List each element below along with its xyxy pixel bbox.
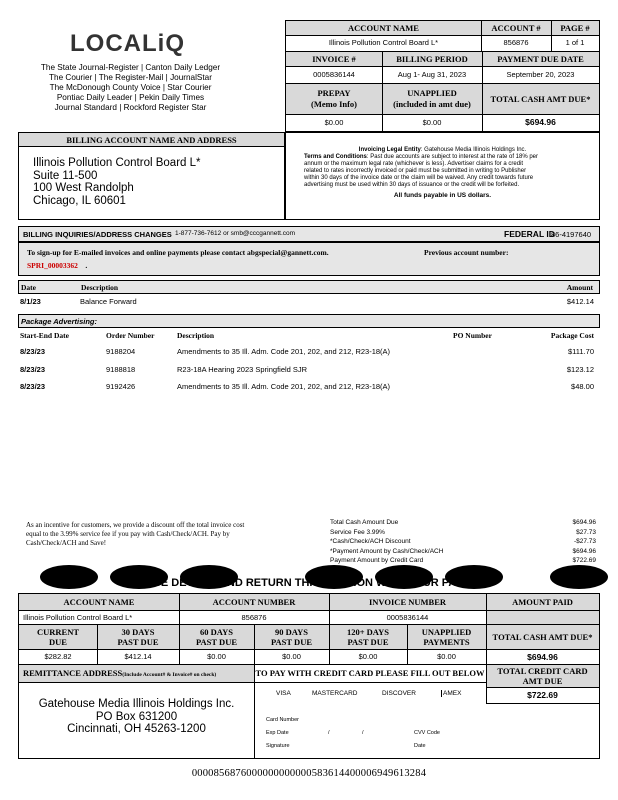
signup-row [18, 242, 600, 276]
legal-section [285, 132, 600, 220]
inquiries-contact: 1-877-736-7612 or smb@cccgannett.com [175, 230, 296, 237]
aging-label-line: CURRENT [36, 627, 80, 637]
package-section-label: Package Advertising: [21, 317, 97, 326]
aging-value: $412.14 [124, 652, 152, 661]
publication-line: Pontiac Daily Leader | Pekin Daily Times [56, 93, 205, 102]
publication-line: Journal Standard | Rockford Register Star [54, 103, 207, 112]
grid-line [19, 682, 486, 683]
card-fields [266, 714, 486, 753]
exp-date-field[interactable]: Exp Date [266, 730, 289, 736]
publication-line: The State Journal-Register | Canton Daily Ledger [40, 63, 221, 72]
aging-label-line: 120+ DAYS [346, 627, 390, 637]
remit-address-line: Cincinnati, OH 45263-1200 [67, 723, 206, 735]
signup-code-value: SPRI_00003362 [27, 261, 78, 270]
aging-label-line: PAST DUE [270, 637, 312, 647]
payment-due-label: PAYMENT DUE DATE [482, 52, 599, 66]
grid-line [382, 51, 383, 131]
col-po-number: PO Number [453, 331, 492, 340]
account-num-label: ACCOUNT # [481, 21, 551, 35]
prepay-label [286, 84, 382, 114]
grid-line [481, 21, 482, 51]
signature-field[interactable]: Signature [266, 743, 290, 749]
remit-address [19, 698, 254, 736]
publication-line: The McDonough County Voice | Star Courier [49, 83, 212, 92]
aging-label-current [19, 625, 97, 649]
legal-entity-label: Invoicing Legal Entity [358, 147, 421, 153]
signature-row [266, 740, 486, 753]
balance-date: 8/1/23 [20, 297, 41, 306]
scanline: 0000856876000000000000583614400006949613284 [191, 768, 427, 779]
inquiries-row [18, 226, 600, 242]
row-cost: $48.00 [571, 382, 594, 391]
billing-address-line: 100 West Randolph [33, 182, 134, 194]
grid-line [19, 664, 599, 665]
signup-code [27, 261, 87, 270]
redaction-mark [110, 565, 168, 589]
prepay-label-line: (Memo Info) [310, 99, 358, 109]
incentive-line: As an incentive for customers, we provide a discount off the total invoice cost [26, 521, 245, 529]
summary-label: Service Fee 3.99% [330, 528, 385, 536]
grid-line [486, 594, 487, 703]
row-desc: Amendments to 35 Ill. Adm. Code 201, 202, and 212, R23-18(A) [177, 382, 391, 391]
total-credit-label-line: TOTAL CREDIT CARD [497, 666, 588, 676]
unapplied-value: $0.00 [422, 118, 442, 127]
terms-line: advertising must be used within 30 days of issuance or the credit will be forfeited. [304, 182, 520, 188]
card-option-visa[interactable]: VISA [276, 690, 291, 697]
remittance-label: REMITTANCE ADDRESS [23, 668, 123, 678]
remit-invoice-number: 0005836144 [386, 613, 429, 622]
balance-row [18, 296, 600, 310]
page-value: 1 of 1 [565, 38, 585, 47]
grid-line [286, 83, 599, 84]
aging-label-line: 60 DAYS [200, 627, 233, 637]
billing-address-line: Illinois Pollution Control Board L* [33, 157, 201, 169]
row-desc: R23-18A Hearing 2023 Springfield SJR [177, 365, 308, 374]
aging-label-60 [179, 625, 254, 649]
total-credit-label [486, 665, 599, 687]
col-start-end-date: Start-End Date [20, 331, 69, 340]
billing-address-line: Chicago, IL 60601 [33, 194, 126, 207]
total-cash-value: $694.96 [525, 117, 556, 127]
terms-line: annum or the maximum legal rate (whichever is less). Advertiser claims for a credit [304, 161, 524, 167]
signup-text: To sign-up for E-mailed invoices and online payments please contact abgspecial@gannett.com. [27, 248, 329, 257]
exp-date-row [266, 727, 486, 740]
grid-line [286, 51, 599, 52]
prepay-label-line: PREPAY [317, 88, 351, 98]
terms-text: : Past due accounts are subject to interest at the rate of 18% per [366, 154, 539, 160]
package-row [18, 382, 600, 395]
legal-terms [304, 154, 594, 189]
aging-value: $282.82 [44, 652, 72, 661]
brand-logo: LOCALiQ [70, 30, 185, 57]
balance-date-label: Date [21, 283, 36, 292]
aging-label-line: 90 DAYS [275, 627, 308, 637]
row-cost: $111.70 [568, 347, 594, 356]
account-num-value: 856876 [503, 38, 529, 47]
grid-line [19, 610, 599, 611]
grid-line [19, 649, 599, 650]
summary-label: *Cash/Check/ACH Discount [330, 538, 411, 545]
inquiries-label: BILLING INQUIRIES/ADDRESS CHANGES [23, 230, 172, 239]
aging-value: $0.00 [207, 652, 226, 661]
grid-line [286, 114, 599, 115]
incentive-line: Cash/Check/ACH and Save! [26, 539, 107, 547]
grid-line [286, 35, 599, 36]
invoice-value: 0005836144 [313, 70, 355, 79]
grid-line [329, 594, 330, 664]
amount-paid-field[interactable] [486, 610, 599, 625]
grid-line [179, 624, 180, 664]
balance-desc-label: Description [81, 283, 119, 292]
aging-value: $0.00 [358, 652, 378, 661]
row-date: 8/23/23 [20, 382, 46, 391]
previous-account-label: Previous account number: [424, 248, 509, 257]
grid-line [407, 624, 408, 664]
federal-id-label: FEDERAL ID [504, 229, 555, 239]
aging-value: $0.00 [437, 652, 456, 661]
summary-value: $27.73 [576, 528, 596, 536]
summary-value: $694.96 [572, 519, 596, 526]
remit-account-number: 856876 [241, 613, 267, 622]
card-option-amex[interactable]: AMEX [443, 690, 462, 697]
summary-label: Total Cash Amount Due [330, 519, 399, 526]
legal-entity [286, 147, 599, 154]
aging-value: $0.00 [282, 652, 301, 661]
grid-line [286, 66, 599, 67]
detach-banner: RETURN THIS [245, 577, 320, 589]
total-credit-label-line: AMT DUE [522, 676, 563, 686]
row-order: 9188204 [106, 347, 136, 356]
card-option-mastercard[interactable]: MASTERCARD [312, 690, 358, 697]
aging-label-line: 30 DAYS [121, 627, 155, 637]
billing-label: BILLING ACCOUNT NAME AND ADDRESS [19, 133, 284, 147]
remit-total-cash: $694.96 [527, 652, 558, 662]
payment-due-value: September 20, 2023 [506, 70, 575, 79]
row-date: 8/23/23 [20, 347, 46, 356]
publications-list [18, 63, 243, 113]
balance-amount: $412.14 [566, 297, 594, 306]
exp-slash: / [362, 730, 364, 736]
summary-values [530, 518, 596, 566]
redaction-mark [445, 565, 503, 589]
incentive-text [26, 521, 296, 548]
billing-period-label: BILLING PERIOD [382, 52, 482, 66]
package-row [18, 347, 600, 360]
account-name-label: ACCOUNT NAME [286, 21, 481, 35]
aging-label-line: PAYMENTS [423, 637, 470, 647]
col-order-number: Order Number [106, 331, 155, 340]
billing-address [33, 157, 200, 207]
terms-line: within 30 days of the invoice date or the claim will be waived. Any credit towards future [304, 175, 534, 181]
remittance-label-cell [19, 665, 254, 682]
package-row [18, 365, 600, 378]
grid-line [254, 624, 255, 758]
unapplied-label-line: UNAPPLIED [407, 88, 457, 98]
col-package-cost: Package Cost [550, 331, 594, 340]
balance-amount-label: Amount [566, 283, 593, 292]
redaction-mark [375, 565, 433, 589]
total-cash-label: TOTAL CASH AMT DUE* [482, 84, 599, 114]
funds-note: All funds payable in US dollars. [393, 192, 492, 199]
grid-line [97, 624, 98, 664]
summary-label: Payment Amount by Credit Card [330, 557, 424, 564]
remit-address-line: Gatehouse Media Illinois Holdings Inc. [38, 698, 235, 710]
row-desc: Amendments to 35 Ill. Adm. Code 201, 202, and 212, R23-18(A) [177, 347, 391, 356]
grid-line [482, 51, 483, 131]
grid-line [19, 624, 599, 625]
federal-id-value: 86-4197640 [551, 230, 592, 239]
remittance-note: (Include Account# & Invoice# on check) [122, 672, 217, 678]
unapplied-label [382, 84, 482, 114]
col-description: Description [177, 331, 215, 340]
package-section-header [18, 314, 600, 328]
total-credit-value: $722.69 [527, 690, 558, 700]
billing-address-line: Suite 11-500 [33, 169, 98, 182]
aging-label-120 [329, 625, 407, 649]
grid-line [551, 21, 552, 51]
summary-value: $694.96 [572, 547, 596, 555]
amount-paid-label: AMOUNT PAID [486, 594, 599, 610]
invoice-label: INVOICE # [286, 52, 382, 66]
publication-line: The Courier | The Register-Mail | JournalStar [49, 73, 212, 82]
row-cost: $123.12 [566, 365, 594, 374]
billing-period-value: Aug 1- Aug 31, 2023 [397, 70, 467, 79]
aging-label-line: PAST DUE [117, 637, 159, 647]
cvv-field[interactable]: CVV Code [414, 730, 440, 736]
remit-address-line: PO Box 631200 [95, 710, 178, 723]
remit-account-number-label: ACCOUNT NUMBER [179, 594, 329, 610]
aging-label-line: UNAPPLIED [421, 627, 472, 637]
billing-section [18, 132, 285, 220]
aging-label-line: PAST DUE [195, 637, 237, 647]
exp-slash: / [328, 730, 330, 736]
summary-value: -$27.73 [573, 538, 596, 545]
redaction-mark [550, 565, 608, 589]
balance-header [18, 280, 600, 294]
grid-line [486, 703, 599, 704]
legal-entity-value: : Gatehouse Media Illinois Holdings Inc. [420, 147, 527, 153]
row-order: 9188818 [106, 365, 136, 374]
remit-account-name-label: ACCOUNT NAME [19, 594, 179, 610]
remit-grid [18, 593, 600, 759]
aging-label-line: PAST DUE [347, 637, 389, 647]
redaction-mark [305, 565, 363, 589]
terms-line [304, 154, 594, 161]
remit-account-name: Illinois Pollution Control Board L* [23, 613, 133, 622]
terms-label: Terms and Conditions [304, 154, 367, 160]
aging-label-30 [97, 625, 179, 649]
summary-value: $722.69 [572, 557, 596, 564]
unapplied-label-line: (included in amt due) [393, 99, 471, 109]
row-order: 9192426 [106, 382, 136, 391]
remit-invoice-number-label: INVOICE NUMBER [329, 594, 486, 610]
aging-label-90 [254, 625, 329, 649]
card-option-discover[interactable]: DISCOVER [382, 690, 416, 697]
row-date: 8/23/23 [20, 365, 46, 374]
grid-line [179, 594, 180, 624]
redaction-mark [40, 565, 98, 589]
package-columns [18, 331, 600, 343]
aging-label-unapplied [407, 625, 486, 649]
summary-label: *Payment Amount by Cash/Check/ACH [330, 547, 444, 555]
redaction-mark [180, 565, 238, 589]
remit-total-cash-label: TOTAL CASH AMT DUE* [486, 625, 599, 649]
incentive-line: equal to the 3.99% service fee if you pay with Cash/Check/ACH. Pay by [26, 530, 230, 538]
summary-labels [330, 518, 490, 566]
credit-card-label: TO PAY WITH CREDIT CARD PLEASE FILL OUT BELOW [255, 668, 485, 678]
aging-label-line: DUE [49, 637, 67, 647]
terms-line: related to rates incorrectly invoiced or paid must be submitted in writing to Publisher [304, 168, 527, 174]
prepay-value: $0.00 [324, 118, 344, 127]
balance-desc: Balance Forward [80, 297, 137, 306]
signup-code-suffix: . [85, 261, 88, 270]
grid-line [486, 687, 599, 688]
card-options [264, 690, 484, 700]
page-label: PAGE # [551, 21, 599, 35]
date-field[interactable]: Date [414, 743, 426, 749]
card-number-field[interactable]: Card Number [266, 717, 300, 723]
account-name-value: Illinois Pollution Control Board L* [328, 38, 439, 47]
header-grid [285, 20, 600, 132]
